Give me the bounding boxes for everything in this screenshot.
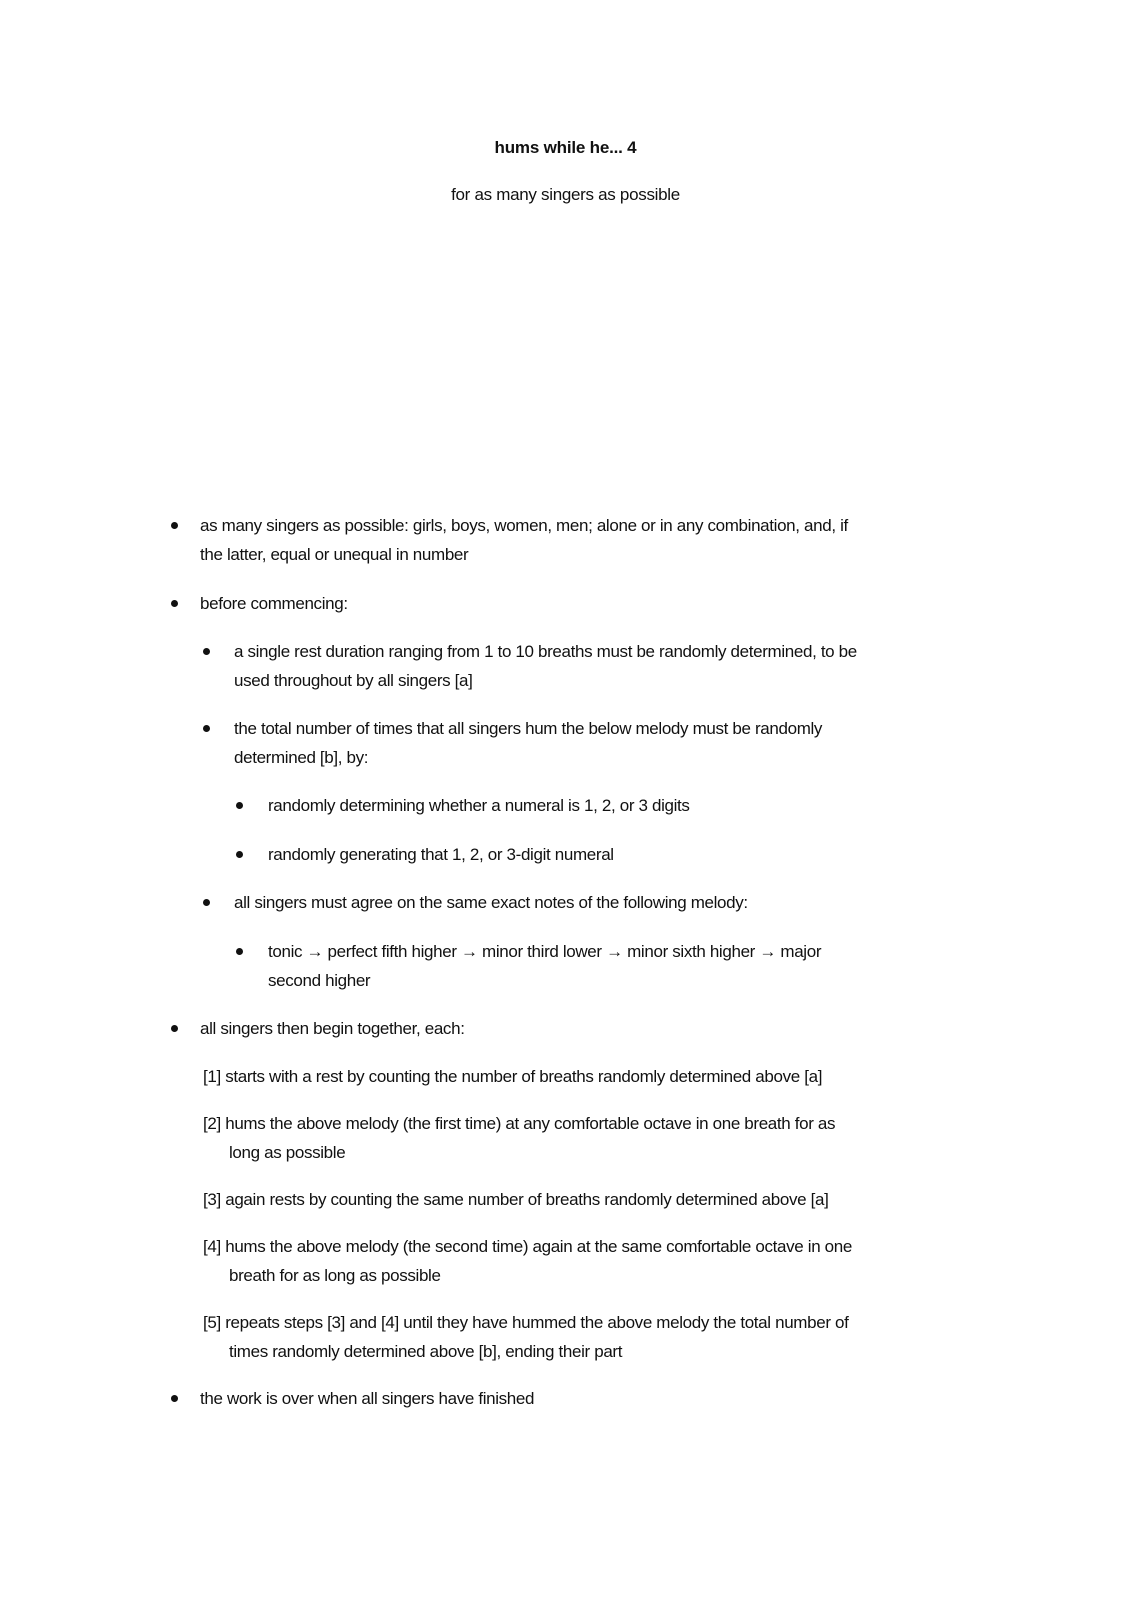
bullet-icon — [171, 1025, 178, 1032]
list-item-total-line1: the total number of times that all singers hum the below melody must be randomly — [234, 719, 823, 738]
step-2-line2: long as possible — [229, 1143, 346, 1162]
bullet-icon — [203, 899, 210, 906]
list-item-total-line2: determined [b], by: — [234, 748, 369, 767]
bullet-icon — [236, 851, 243, 858]
list-item-singers-line2: the latter, equal or unequal in number — [200, 545, 469, 564]
list-item-singers-line1: as many singers as possible: girls, boys, women, men; alone or in any combination, and, if — [200, 516, 848, 535]
bullet-icon — [171, 1395, 178, 1402]
list-item-rest-line2: used throughout by all singers [a] — [234, 671, 473, 690]
list-item-before-commencing: before commencing: — [200, 594, 348, 613]
step-3: [3] again rests by counting the same number of breaths randomly determined above [a] — [203, 1190, 829, 1209]
bullet-icon — [236, 802, 243, 809]
step-1: [1] starts with a rest by counting the number of breaths randomly determined above [a] — [203, 1067, 823, 1086]
bullet-icon — [203, 648, 210, 655]
step-5-line2: times randomly determined above [b], ending their part — [229, 1342, 623, 1361]
step-2-line1: [2] hums the above melody (the first time) at any comfortable octave in one breath for as — [203, 1114, 836, 1133]
bullet-icon — [171, 600, 178, 607]
bullet-icon — [236, 948, 243, 955]
bullet-icon — [203, 725, 210, 732]
list-item-rest-line1: a single rest duration ranging from 1 to 10 breaths must be randomly determined, to be — [234, 642, 857, 661]
list-item-digits: randomly determining whether a numeral is 1, 2, or 3 digits — [268, 796, 690, 815]
document-subtitle: for as many singers as possible — [451, 185, 680, 204]
list-item-melody-line1: tonic → perfect fifth higher → minor third lower → minor sixth higher → major — [268, 942, 822, 961]
list-item-over: the work is over when all singers have finished — [200, 1389, 535, 1408]
step-4-line2: breath for as long as possible — [229, 1266, 441, 1285]
bullet-icon — [171, 522, 178, 529]
list-item-generate: randomly generating that 1, 2, or 3-digit numeral — [268, 845, 614, 864]
document-title: hums while he... 4 — [494, 138, 637, 157]
list-item-agree: all singers must agree on the same exact notes of the following melody: — [234, 893, 748, 912]
list-item-melody-line2: second higher — [268, 971, 371, 990]
step-5-line1: [5] repeats steps [3] and [4] until they have hummed the above melody the total number of — [203, 1313, 849, 1332]
step-4-line1: [4] hums the above melody (the second time) again at the same comfortable octave in one — [203, 1237, 852, 1256]
list-item-begin: all singers then begin together, each: — [200, 1019, 465, 1038]
